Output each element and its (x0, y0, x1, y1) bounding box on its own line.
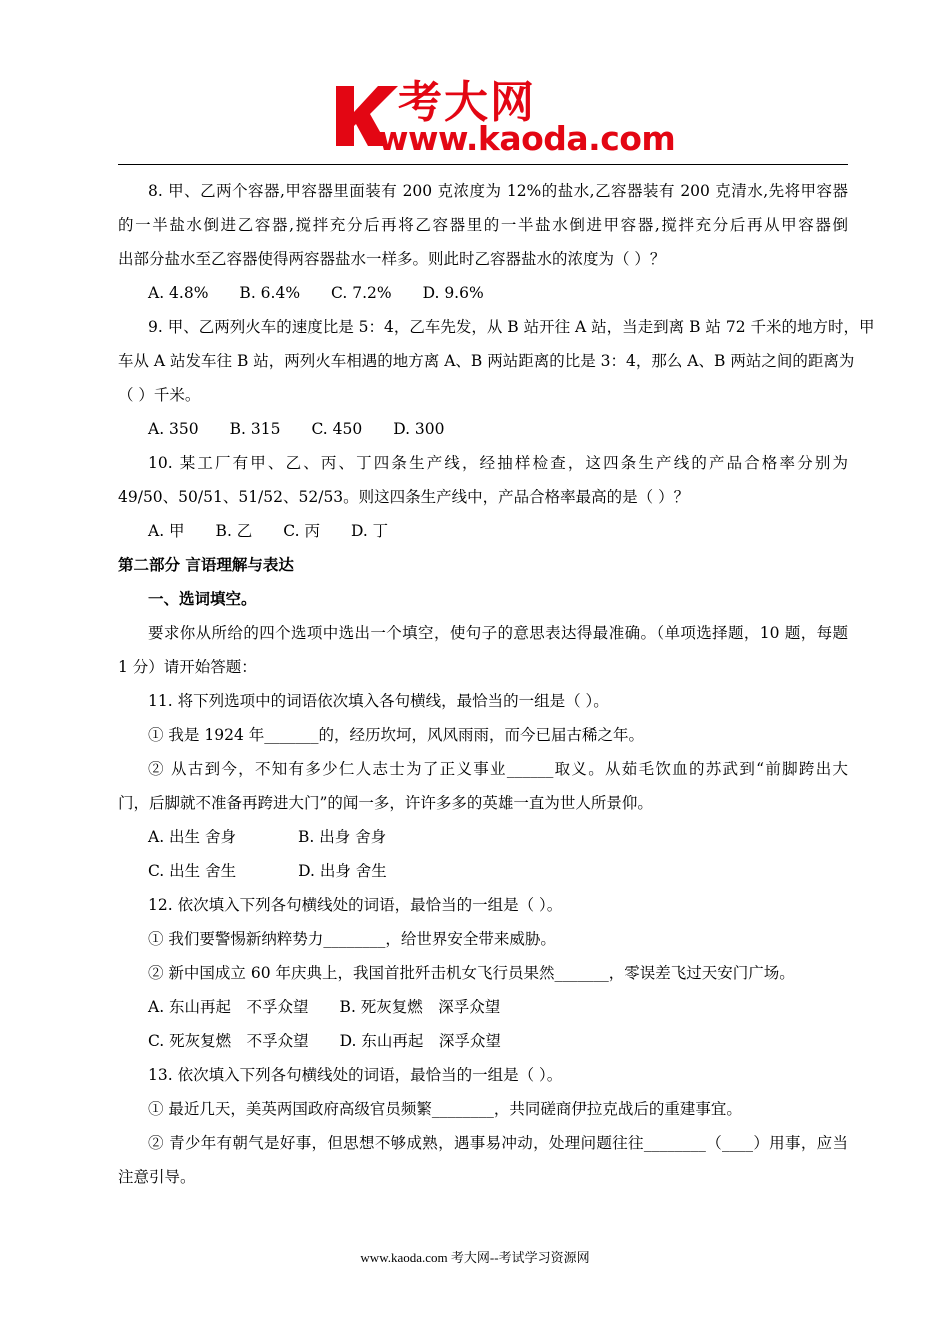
text-line: 11. 将下列选项中的词语依次填入各句横线，最恰当的一组是（ ）。 (148, 692, 609, 710)
text-line: 13. 依次填入下列各句横线处的词语，最恰当的一组是（ ）。 (148, 1066, 563, 1084)
text-line: 49/50、50/51、51/52、52/53。则这四条生产线中，产品合格率最高的是（ ）？ (118, 488, 690, 506)
text-line: 12. 依次填入下列各句横线处的词语，最恰当的一组是（ ）。 (148, 896, 563, 914)
text-line: 注意引导。 (118, 1168, 196, 1186)
text-line: ② 青少年有朝气是好事，但思想不够成熟，遇事易冲动，处理问题往往________（____）用事，应当 (148, 1134, 848, 1152)
text-line: 出部分盐水至乙容器使得两容器盐水一样多。则此时乙容器盐水的浓度为（ ）？ (118, 250, 666, 268)
logo-url: www.kaoda.com (378, 119, 676, 158)
text-line: 门，后脚就不准备再跨进大门”的闻一多，许许多多的英雄一直为世人所景仰。 (118, 794, 653, 812)
text-line: ① 最近几天，美英两国政府高级官员频繁________，共同磋商伊拉克战后的重建事宜。 (148, 1100, 742, 1118)
text-line: C. 出生 舍生 D. 出身 舍生 (148, 862, 387, 880)
text-line: 第二部分 言语理解与表达 (118, 555, 294, 574)
text-line: C. 死灰复燃 不孚众望 D. 东山再起 深孚众望 (148, 1032, 501, 1050)
page-footer: www.kaoda.com 考大网--考试学习资源网 (360, 1250, 590, 1265)
text-line: A. 350 B. 315 C. 450 D. 300 (148, 420, 445, 438)
text-line: A. 东山再起 不孚众望 B. 死灰复燃 深孚众望 (148, 998, 501, 1016)
text-line: 的一半盐水倒进乙容器,搅拌充分后再将乙容器里的一半盐水倒进甲容器,搅拌充分后再从甲容器倒 (118, 216, 848, 234)
text-line: 车从 A 站发车往 B 站，两列火车相遇的地方离 A、B 两站距离的比是 3：4，那么 A、B 两站之间的距离为 (118, 352, 855, 370)
text-line: ① 我们要警惕新纳粹势力________，给世界安全带来威胁。 (148, 930, 556, 948)
document-body (118, 174, 875, 1194)
text-line: A. 出生 舍身 B. 出身 舍身 (148, 828, 387, 846)
text-line: A. 4.8% B. 6.4% C. 7.2% D. 9.6% (148, 284, 484, 302)
text-line: 一、选词填空。 (148, 589, 257, 608)
text-line: A. 甲 B. 乙 C. 丙 D. 丁 (148, 522, 389, 540)
text-line: ① 我是 1924 年_______的，经历坎坷，风风雨雨，而今已届古稀之年。 (148, 726, 644, 744)
page-header (0, 0, 950, 170)
text-line: ② 从古到今，不知有多少仁人志士为了正义事业______取义。从茹毛饮血的苏武到“前脚跨出大 (148, 760, 848, 778)
text-line: ② 新中国成立 60 年庆典上，我国首批歼击机女飞行员果然_______，零误差飞过天安门广场。 (148, 964, 795, 982)
text-line: 要求你从所给的四个选项中选出一个填空，使句子的意思表达得最准确。（单项选择题，10 题，每题 (148, 624, 848, 642)
text-line: 1 分）请开始答题： (118, 658, 257, 676)
logo-title: 考大网 (398, 77, 536, 128)
text-line: （ ）千米。 (118, 386, 201, 404)
header-divider (118, 164, 848, 165)
text-line: 8. 甲、乙两个容器,甲容器里面装有 200 克浓度为 12%的盐水,乙容器装有 200 克清水,先将甲容器 (148, 182, 848, 200)
text-line: 10. 某工厂有甲、乙、丙、丁四条生产线，经抽样检查，这四条生产线的产品合格率分别为 (148, 454, 848, 472)
text-line: 9. 甲、乙两列火车的速度比是 5：4，乙车先发，从 B 站开往 A 站，当走到离 B 站 72 千米的地方时，甲 (148, 318, 875, 336)
